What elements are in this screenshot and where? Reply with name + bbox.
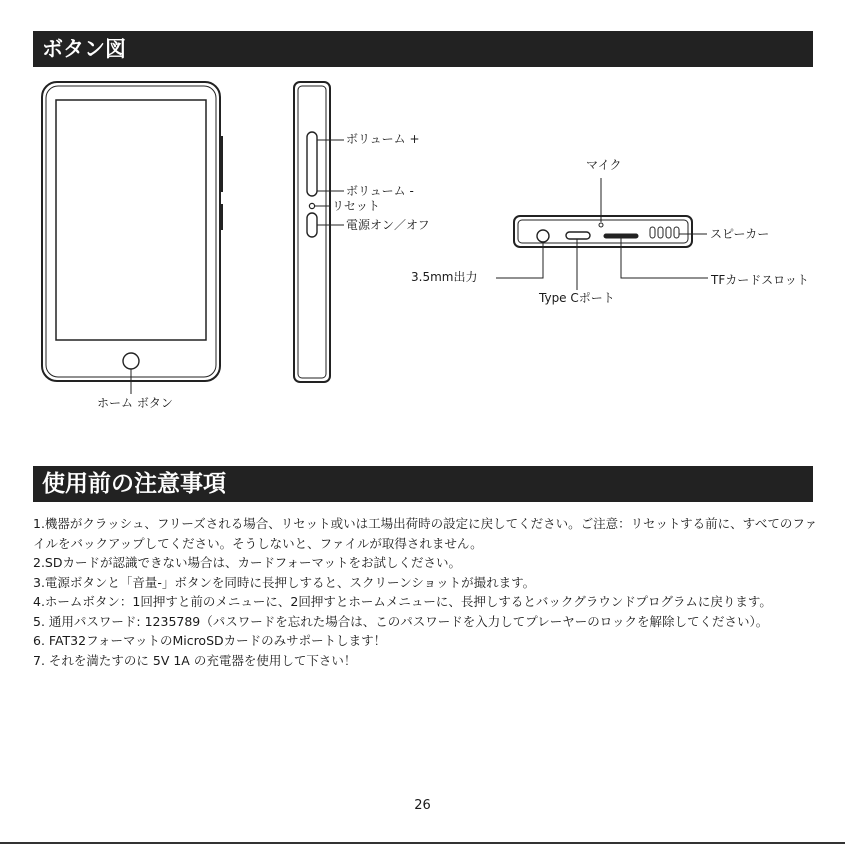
type-c-port-shape	[566, 232, 590, 239]
reset-label: リセット	[332, 199, 380, 213]
home-button-label: ホーム ボタン	[97, 396, 173, 410]
device-bottom-view	[496, 178, 708, 290]
note-item: 3.電源ボタンと「音量-」ボタンを同時に長押しすると、スクリーンショットが撮れます。	[33, 574, 536, 590]
reset-hole-shape	[309, 203, 314, 208]
notes-section-header: 使用前の注意事項	[33, 466, 813, 502]
notes-list	[33, 514, 828, 670]
audio-jack-shape	[537, 230, 549, 242]
mic-hole-shape	[599, 223, 603, 227]
page-number: 26	[414, 798, 431, 813]
note-item: 6. FAT32フォーマットのMicroSDカードのみサポートします！	[33, 633, 387, 648]
audio-out-label: 3.5mm出力	[411, 270, 478, 284]
device-front-view	[42, 82, 223, 394]
speaker-label: スピーカー	[710, 227, 770, 241]
tf-slot-label: TFカードスロット	[711, 273, 809, 287]
power-label: 電源オン／オフ	[346, 218, 430, 232]
device-side-view	[294, 82, 344, 382]
tf-slot-shape	[604, 234, 638, 238]
mic-label: マイク	[586, 158, 622, 172]
note-item: 5. 通用パスワード: 1235789（パスワードを忘れた場合は、このパスワードを入力してプレーヤーのロックを解除してください）。	[33, 613, 769, 629]
type-c-label: Type Cポート	[539, 291, 615, 305]
note-item: 4.ホームボタン：1回押すと前のメニューに、2回押すとホームメニューに、長押しするとバックグラウンドプログラムに戻ります。	[33, 594, 772, 609]
home-button-shape	[123, 353, 139, 369]
note-item: 2.SDカードが認識できない場合は、カードフォーマットをお試しください。	[33, 555, 461, 570]
power-button-shape	[307, 213, 317, 237]
volume-rocker-shape	[307, 132, 317, 196]
buttons-section-header: ボタン図	[33, 31, 813, 67]
volume-up-label: ボリューム +	[346, 132, 420, 146]
note-item: 1.機器がクラッシュ、フリーズされる場合、リセット或いは工場出荷時の設定に戻してください。ご注意：リセットする前に、すべてのファイルをバックアップしてください。そうしないと、ファイルが取得されません。	[33, 516, 818, 551]
note-item: 7. それを満たすのに 5V 1A の充電器を使用して下さい！	[33, 652, 357, 668]
bottom-rule	[0, 842, 845, 844]
volume-down-label: ボリューム -	[346, 184, 414, 198]
